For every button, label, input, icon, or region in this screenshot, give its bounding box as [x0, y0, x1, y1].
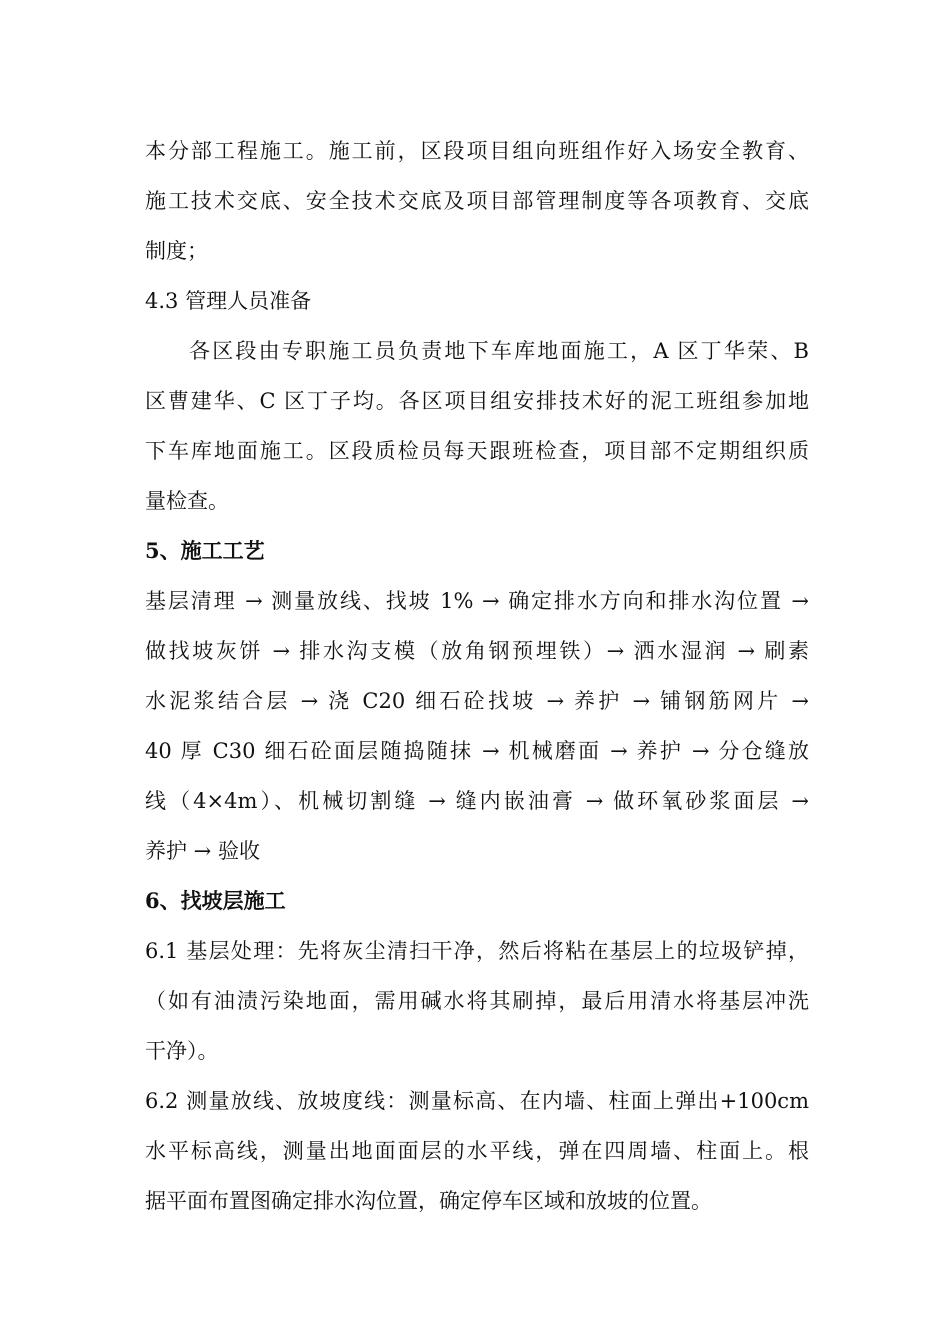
process-flow-line: 养护 → 验收: [145, 839, 260, 863]
section-heading-5: 5、施工工艺: [145, 538, 265, 563]
text-line: 施工技术交底、安全技术交底及项目部管理制度等各项教育、交底: [145, 189, 809, 213]
text-line: 量检查。: [145, 489, 229, 513]
process-flow-line: 线（4×4m）、机械切割缝 → 缝内嵌油膏 → 做环氧砂浆面层 →: [145, 789, 809, 813]
process-flow-line: 水泥浆结合层 → 浇 C20 细石砼找坡 → 养护 → 铺钢筋网片 →: [145, 689, 809, 713]
text-line: 干净）。: [145, 1039, 219, 1063]
process-flow-line: 做找坡灰饼 → 排水沟支模（放角钢预埋铁）→ 洒水湿润 → 刷素: [145, 639, 809, 663]
text-line: 本分部工程施工。施工前，区段项目组向班组作好入场安全教育、: [145, 139, 809, 163]
text-line: 6.1 基层处理：先将灰尘清扫干净，然后将粘在基层上的垃圾铲掉，: [145, 939, 809, 963]
text-line: （如有油渍污染地面，需用碱水将其刷掉，最后用清水将基层冲洗: [145, 989, 809, 1013]
text-line: 据平面布置图确定排水沟位置，确定停车区域和放坡的位置。: [145, 1189, 712, 1213]
text-line: 各区段由专职施工员负责地下车库地面施工，A 区丁华荣、B: [189, 339, 809, 363]
text-line: 6.2 测量放线、放坡度线：测量标高、在内墙、柱面上弹出+100cm: [145, 1089, 809, 1113]
text-line: 区曹建华、C 区丁子均。各区项目组安排技术好的泥工班组参加地: [145, 389, 809, 413]
section-heading-4-3: 4.3 管理人员准备: [145, 289, 312, 313]
text-line: 制度；: [145, 239, 208, 263]
text-line: 水平标高线，测量出地面面层的水平线，弹在四周墙、柱面上。根: [145, 1139, 809, 1163]
process-flow-line: 基层清理 → 测量放线、找坡 1% → 确定排水方向和排水沟位置 →: [145, 589, 809, 613]
section-heading-6: 6、找坡层施工: [145, 888, 286, 913]
process-flow-line: 40 厚 C30 细石砼面层随捣随抹 → 机械磨面 → 养护 → 分仓缝放: [145, 739, 809, 763]
text-line: 下车库地面施工。区段质检员每天跟班检查，项目部不定期组织质: [145, 439, 809, 463]
